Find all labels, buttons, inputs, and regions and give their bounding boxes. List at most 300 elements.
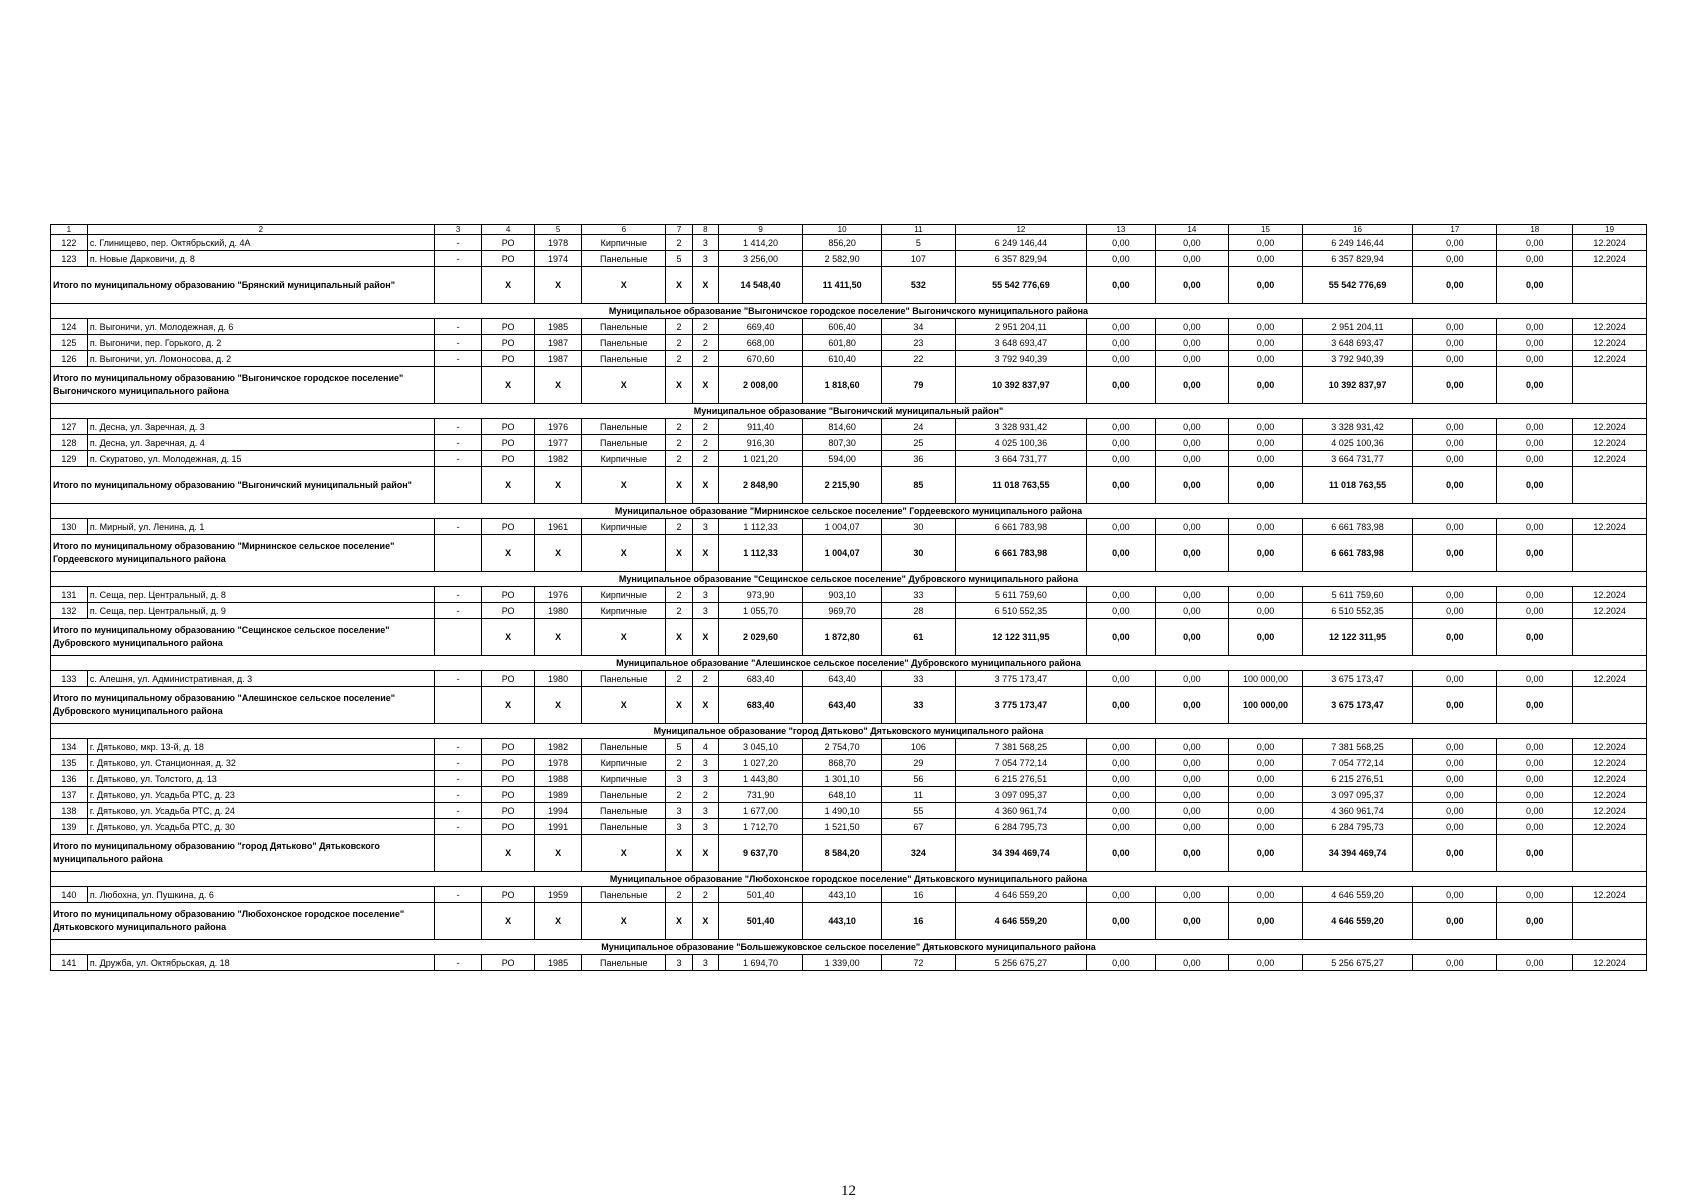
table-cell: 0,00 [1155,771,1229,787]
table-cell: 0,00 [1087,755,1155,771]
table-cell: 7 381 568,25 [1302,739,1412,755]
subtotal-cell: 0,00 [1413,687,1497,724]
subtotal-cell: 0,00 [1229,367,1303,404]
subtotal-cell: X [666,267,692,304]
table-cell: 4 360 961,74 [1302,803,1412,819]
table-cell: 0,00 [1413,251,1497,267]
subtotal-cell: 0,00 [1229,467,1303,504]
table-cell: 2 [666,435,692,451]
table-cell: 33 [882,671,956,687]
subtotal-cell: 14 548,40 [718,267,802,304]
address-cell: п. Мирный, ул. Ленина, д. 1 [87,519,434,535]
address-cell: п. Сеща, пер. Центральный, д. 8 [87,587,434,603]
address-cell: п. Десна, ул. Заречная, д. 4 [87,435,434,451]
table-cell: 7 054 772,14 [1302,755,1412,771]
subtotal-cell: X [534,619,581,656]
table-cell: 12.2024 [1573,955,1647,971]
address-cell: г. Дятьково, ул. Усадьба РТС, д. 23 [87,787,434,803]
table-cell: 0,00 [1087,251,1155,267]
subtotal-cell: 1 818,60 [803,367,882,404]
table-cell: 1959 [534,887,581,903]
table-cell: 0,00 [1497,787,1573,803]
subtotal-cell: 0,00 [1155,687,1229,724]
subtotal-cell [1573,367,1647,404]
table-cell: 0,00 [1497,419,1573,435]
table-cell: 648,10 [803,787,882,803]
table-cell: 1 677,00 [718,803,802,819]
subtotal-cell: X [666,535,692,572]
address-cell: с. Глинищево, пер. Октябрьский, д. 4А [87,235,434,251]
subtotal-cell: X [666,467,692,504]
table-cell: 122 [51,235,88,251]
column-number-cell: 17 [1413,225,1497,235]
capital-repair-table [50,224,1647,971]
table-cell: - [434,351,481,367]
table-row [51,803,1647,819]
table-cell: 1 490,10 [803,803,882,819]
address-cell: п. Новые Дарковичи, д. 8 [87,251,434,267]
subtotal-cell: 0,00 [1413,835,1497,872]
table-cell: 129 [51,451,88,467]
table-cell: 1 339,00 [803,955,882,971]
subtotal-cell [1573,835,1647,872]
table-cell: РО [482,351,535,367]
subtotal-cell: X [482,267,535,304]
table-cell: 2 [666,671,692,687]
column-number-cell: 19 [1573,225,1647,235]
table-row [51,319,1647,335]
table-cell: РО [482,787,535,803]
table-cell: 7 054 772,14 [955,755,1087,771]
subtotal-cell: X [534,467,581,504]
municipality-title: Муниципальное образование "Большежуковское сельское поселение" Дятьковского муниципального района [51,940,1647,955]
table-cell: 0,00 [1229,787,1303,803]
subtotal-label: Итого по муниципальному образованию "Сещинское сельское поселение" Дубровского муниципального района [51,619,435,656]
subtotal-cell: X [482,467,535,504]
municipality-header-row [51,404,1647,419]
table-cell: 2 [666,519,692,535]
table-cell: 3 [666,803,692,819]
table-cell: 140 [51,887,88,903]
table-cell: РО [482,319,535,335]
table-cell: 6 284 795,73 [1302,819,1412,835]
table-cell: Кирпичные [582,519,666,535]
subtotal-cell: X [692,535,718,572]
column-number-cell: 3 [434,225,481,235]
table-cell: 3 328 931,42 [1302,419,1412,435]
subtotal-row [51,367,1647,404]
table-cell: 0,00 [1155,955,1229,971]
table-cell: 0,00 [1087,335,1155,351]
table-cell: 12.2024 [1573,351,1647,367]
table-cell: 0,00 [1155,787,1229,803]
table-cell: - [434,319,481,335]
table-cell: 0,00 [1087,603,1155,619]
subtotal-cell: X [482,835,535,872]
table-cell: 1 021,20 [718,451,802,467]
table-cell: 0,00 [1155,819,1229,835]
subtotal-cell: 33 [882,687,956,724]
table-cell: 0,00 [1413,671,1497,687]
subtotal-cell: 0,00 [1229,619,1303,656]
table-cell: РО [482,419,535,435]
table-cell: 2 [692,451,718,467]
table-row [51,603,1647,619]
table-cell: 0,00 [1497,955,1573,971]
subtotal-cell: 9 637,70 [718,835,802,872]
table-cell: - [434,819,481,835]
subtotal-cell: 10 392 837,97 [1302,367,1412,404]
subtotal-cell: X [666,687,692,724]
table-cell: 2 [692,319,718,335]
column-number-row [51,225,1647,235]
table-row [51,351,1647,367]
subtotal-cell: 0,00 [1413,619,1497,656]
table-cell: 6 249 146,44 [1302,235,1412,251]
table-cell: Панельные [582,419,666,435]
table-row [51,335,1647,351]
table-cell: РО [482,755,535,771]
table-cell: 0,00 [1413,887,1497,903]
subtotal-cell: 532 [882,267,956,304]
subtotal-cell: X [582,619,666,656]
address-cell: п. Выгоничи, ул. Ломоносова, д. 2 [87,351,434,367]
subtotal-cell: 11 411,50 [803,267,882,304]
table-cell: 0,00 [1087,351,1155,367]
table-cell: 969,70 [803,603,882,619]
table-cell: 2 [666,235,692,251]
table-cell: 130 [51,519,88,535]
table-cell: 6 510 552,35 [955,603,1087,619]
address-cell: п. Выгоничи, пер. Горького, д. 2 [87,335,434,351]
table-cell: 0,00 [1155,419,1229,435]
table-cell: 0,00 [1155,251,1229,267]
table-cell: 28 [882,603,956,619]
subtotal-cell: 0,00 [1087,687,1155,724]
table-cell: 0,00 [1497,603,1573,619]
subtotal-cell: X [666,835,692,872]
table-cell: 0,00 [1497,351,1573,367]
subtotal-cell: 0,00 [1497,687,1573,724]
subtotal-cell: 11 018 763,55 [955,467,1087,504]
subtotal-cell: 3 775 173,47 [955,687,1087,724]
table-cell: 0,00 [1155,887,1229,903]
municipality-title: Муниципальное образование "Сещинское сельское поселение" Дубровского муниципального района [51,572,1647,587]
table-row [51,435,1647,451]
subtotal-cell: 0,00 [1497,267,1573,304]
table-cell: Панельные [582,803,666,819]
subtotal-row [51,835,1647,872]
table-cell: 1982 [534,739,581,755]
table-cell: 670,60 [718,351,802,367]
subtotal-cell: 4 646 559,20 [955,903,1087,940]
subtotal-cell: 0,00 [1497,367,1573,404]
table-cell: 5 [666,251,692,267]
table-cell: 6 215 276,51 [955,771,1087,787]
table-cell: 1988 [534,771,581,787]
table-cell: 12.2024 [1573,335,1647,351]
table-cell: 123 [51,251,88,267]
table-cell: 3 [692,519,718,535]
table-cell: 2 951 204,11 [955,319,1087,335]
municipality-header-row [51,572,1647,587]
table-cell: 6 215 276,51 [1302,771,1412,787]
subtotal-cell: 0,00 [1087,835,1155,872]
table-cell: 0,00 [1087,435,1155,451]
table-cell: 2 [666,787,692,803]
table-cell: 1987 [534,351,581,367]
subtotal-cell: X [534,367,581,404]
subtotal-cell: 0,00 [1155,835,1229,872]
table-cell: 1 301,10 [803,771,882,787]
table-cell: - [434,451,481,467]
municipality-header-row [51,656,1647,671]
table-cell: 0,00 [1497,755,1573,771]
table-cell: 0,00 [1497,235,1573,251]
column-number-cell: 10 [803,225,882,235]
table-cell: 856,20 [803,235,882,251]
table-cell: 12.2024 [1573,755,1647,771]
subtotal-cell: X [692,903,718,940]
table-cell: 594,00 [803,451,882,467]
table-cell: 0,00 [1087,955,1155,971]
subtotal-cell: 34 394 469,74 [955,835,1087,872]
table-cell: 127 [51,419,88,435]
table-cell: 1 027,20 [718,755,802,771]
table-cell: 3 [692,771,718,787]
column-number-cell: 18 [1497,225,1573,235]
table-cell: 0,00 [1229,955,1303,971]
subtotal-cell: X [582,467,666,504]
subtotal-cell: X [692,687,718,724]
table-cell: 3 [692,803,718,819]
subtotal-label: Итого по муниципальному образованию "Любохонское городское поселение" Дятьковского муниципального района [51,903,435,940]
table-cell: 5 256 675,27 [1302,955,1412,971]
subtotal-cell: 100 000,00 [1229,687,1303,724]
subtotal-cell: 12 122 311,95 [1302,619,1412,656]
table-cell: 3 [692,755,718,771]
table-cell: РО [482,335,535,351]
address-cell: п. Сеща, пер. Центральный, д. 9 [87,603,434,619]
table-cell: 5 [666,739,692,755]
table-cell: 601,80 [803,335,882,351]
table-cell: 903,10 [803,587,882,603]
table-cell: 0,00 [1155,351,1229,367]
table-cell: - [434,955,481,971]
table-cell: 1987 [534,335,581,351]
table-cell: 3 664 731,77 [955,451,1087,467]
page-number: 12 [841,1183,856,1199]
subtotal-cell: X [482,619,535,656]
table-cell: 0,00 [1087,819,1155,835]
table-cell: 3 [692,235,718,251]
subtotal-cell: X [582,367,666,404]
table-row [51,587,1647,603]
table-cell: 0,00 [1497,671,1573,687]
table-cell: 12.2024 [1573,603,1647,619]
address-cell: г. Дятьково, ул. Усадьба РТС, д. 30 [87,819,434,835]
table-cell: 137 [51,787,88,803]
table-cell: 1 004,07 [803,519,882,535]
table-cell: 1985 [534,955,581,971]
table-cell: 56 [882,771,956,787]
table-cell: 1980 [534,671,581,687]
municipality-header-row [51,504,1647,519]
table-cell: 12.2024 [1573,435,1647,451]
subtotal-cell: 0,00 [1497,835,1573,872]
table-cell: 100 000,00 [1229,671,1303,687]
subtotal-cell: 12 122 311,95 [955,619,1087,656]
table-cell: 0,00 [1155,335,1229,351]
subtotal-cell: 0,00 [1497,467,1573,504]
table-cell: - [434,587,481,603]
subtotal-cell [1573,903,1647,940]
table-cell: 124 [51,319,88,335]
subtotal-cell: 0,00 [1087,467,1155,504]
table-cell: 2 [666,319,692,335]
address-cell: с. Алешня, ул. Административная, д. 3 [87,671,434,687]
subtotal-cell: X [692,367,718,404]
subtotal-cell: 1 004,07 [803,535,882,572]
table-cell: 643,40 [803,671,882,687]
table-cell: 0,00 [1229,755,1303,771]
subtotal-cell [1573,619,1647,656]
table-cell: Кирпичные [582,755,666,771]
table-cell: 0,00 [1087,519,1155,535]
address-cell: г. Дятьково, ул. Усадьба РТС, д. 24 [87,803,434,819]
table-cell: 683,40 [718,671,802,687]
table-cell: 0,00 [1413,319,1497,335]
column-number-cell: 2 [87,225,434,235]
table-row [51,787,1647,803]
table-cell: 131 [51,587,88,603]
table-cell: 1982 [534,451,581,467]
table-cell: 12.2024 [1573,519,1647,535]
subtotal-label: Итого по муниципальному образованию "город Дятьково" Дятьковского муниципального района [51,835,435,872]
subtotal-cell: 643,40 [803,687,882,724]
table-cell: 5 [882,235,956,251]
table-cell: 0,00 [1497,587,1573,603]
table-cell: 1 112,33 [718,519,802,535]
table-cell: 4 025 100,36 [955,435,1087,451]
subtotal-cell: 0,00 [1155,467,1229,504]
subtotal-row [51,619,1647,656]
table-cell: 0,00 [1229,335,1303,351]
subtotal-cell: 10 392 837,97 [955,367,1087,404]
table-cell: 0,00 [1087,451,1155,467]
table-cell: 11 [882,787,956,803]
table-cell: 1976 [534,587,581,603]
table-cell: 133 [51,671,88,687]
subtotal-cell: X [482,687,535,724]
table-cell: 1977 [534,435,581,451]
table-cell: 0,00 [1497,451,1573,467]
table-cell: 0,00 [1229,887,1303,903]
municipality-header-row [51,724,1647,739]
table-cell: 0,00 [1413,819,1497,835]
table-cell: 7 381 568,25 [955,739,1087,755]
table-body [51,225,1647,971]
table-cell: 36 [882,451,956,467]
table-cell: 1961 [534,519,581,535]
subtotal-label: Итого по муниципальному образованию "Выгоничский муниципальный район" [51,467,435,504]
table-cell: 0,00 [1413,803,1497,819]
table-cell: 5 611 759,60 [955,587,1087,603]
table-cell: 3 [692,603,718,619]
table-cell: 2 [692,435,718,451]
municipality-header-row [51,940,1647,955]
subtotal-cell: 2 008,00 [718,367,802,404]
subtotal-cell: X [534,267,581,304]
table-cell: 3 648 693,47 [955,335,1087,351]
address-cell: п. Дружба, ул. Октябрьская, д. 18 [87,955,434,971]
subtotal-cell: 0,00 [1087,367,1155,404]
table-cell: 2 [666,755,692,771]
column-number-cell: 11 [882,225,956,235]
table-cell: 0,00 [1087,419,1155,435]
table-cell: 443,10 [803,887,882,903]
table-cell: 0,00 [1229,587,1303,603]
subtotal-cell: 0,00 [1413,267,1497,304]
subtotal-cell: X [534,687,581,724]
table-row [51,771,1647,787]
table-cell: 1985 [534,319,581,335]
table-cell: 0,00 [1413,755,1497,771]
subtotal-cell: 3 675 173,47 [1302,687,1412,724]
subtotal-cell: 2 029,60 [718,619,802,656]
table-cell: 0,00 [1229,251,1303,267]
table-cell: 3 664 731,77 [1302,451,1412,467]
subtotal-row [51,903,1647,940]
table-row [51,671,1647,687]
subtotal-cell: 6 661 783,98 [955,535,1087,572]
table-cell: 1976 [534,419,581,435]
table-cell: 125 [51,335,88,351]
table-cell: 12.2024 [1573,451,1647,467]
table-cell: 731,90 [718,787,802,803]
subtotal-cell: 2 215,90 [803,467,882,504]
subtotal-cell: X [692,619,718,656]
table-cell: 12.2024 [1573,235,1647,251]
table-cell: 12.2024 [1573,587,1647,603]
table-cell: 12.2024 [1573,803,1647,819]
table-cell: Панельные [582,251,666,267]
table-cell: 3 [666,955,692,971]
table-cell: 0,00 [1413,771,1497,787]
table-row [51,739,1647,755]
table-cell: 0,00 [1413,787,1497,803]
subtotal-label: Итого по муниципальному образованию "Мирнинское сельское поселение" Гордеевского муниципального района [51,535,435,572]
municipality-title: Муниципальное образование "город Дятьково" Дятьковского муниципального района [51,724,1647,739]
table-cell: 0,00 [1497,319,1573,335]
table-cell: РО [482,887,535,903]
table-cell: 916,30 [718,435,802,451]
table-cell: 34 [882,319,956,335]
table-cell: 1 414,20 [718,235,802,251]
column-number-cell: 4 [482,225,535,235]
column-number-cell: 12 [955,225,1087,235]
table-cell: 6 510 552,35 [1302,603,1412,619]
subtotal-label: Итого по муниципальному образованию "Брянский муниципальный район" [51,267,435,304]
subtotal-cell: 6 661 783,98 [1302,535,1412,572]
table-cell: - [434,803,481,819]
table-cell: 1994 [534,803,581,819]
table-cell: - [434,787,481,803]
table-cell: Панельные [582,819,666,835]
table-cell: 1 521,50 [803,819,882,835]
table-cell: 2 [666,887,692,903]
subtotal-cell: 8 584,20 [803,835,882,872]
